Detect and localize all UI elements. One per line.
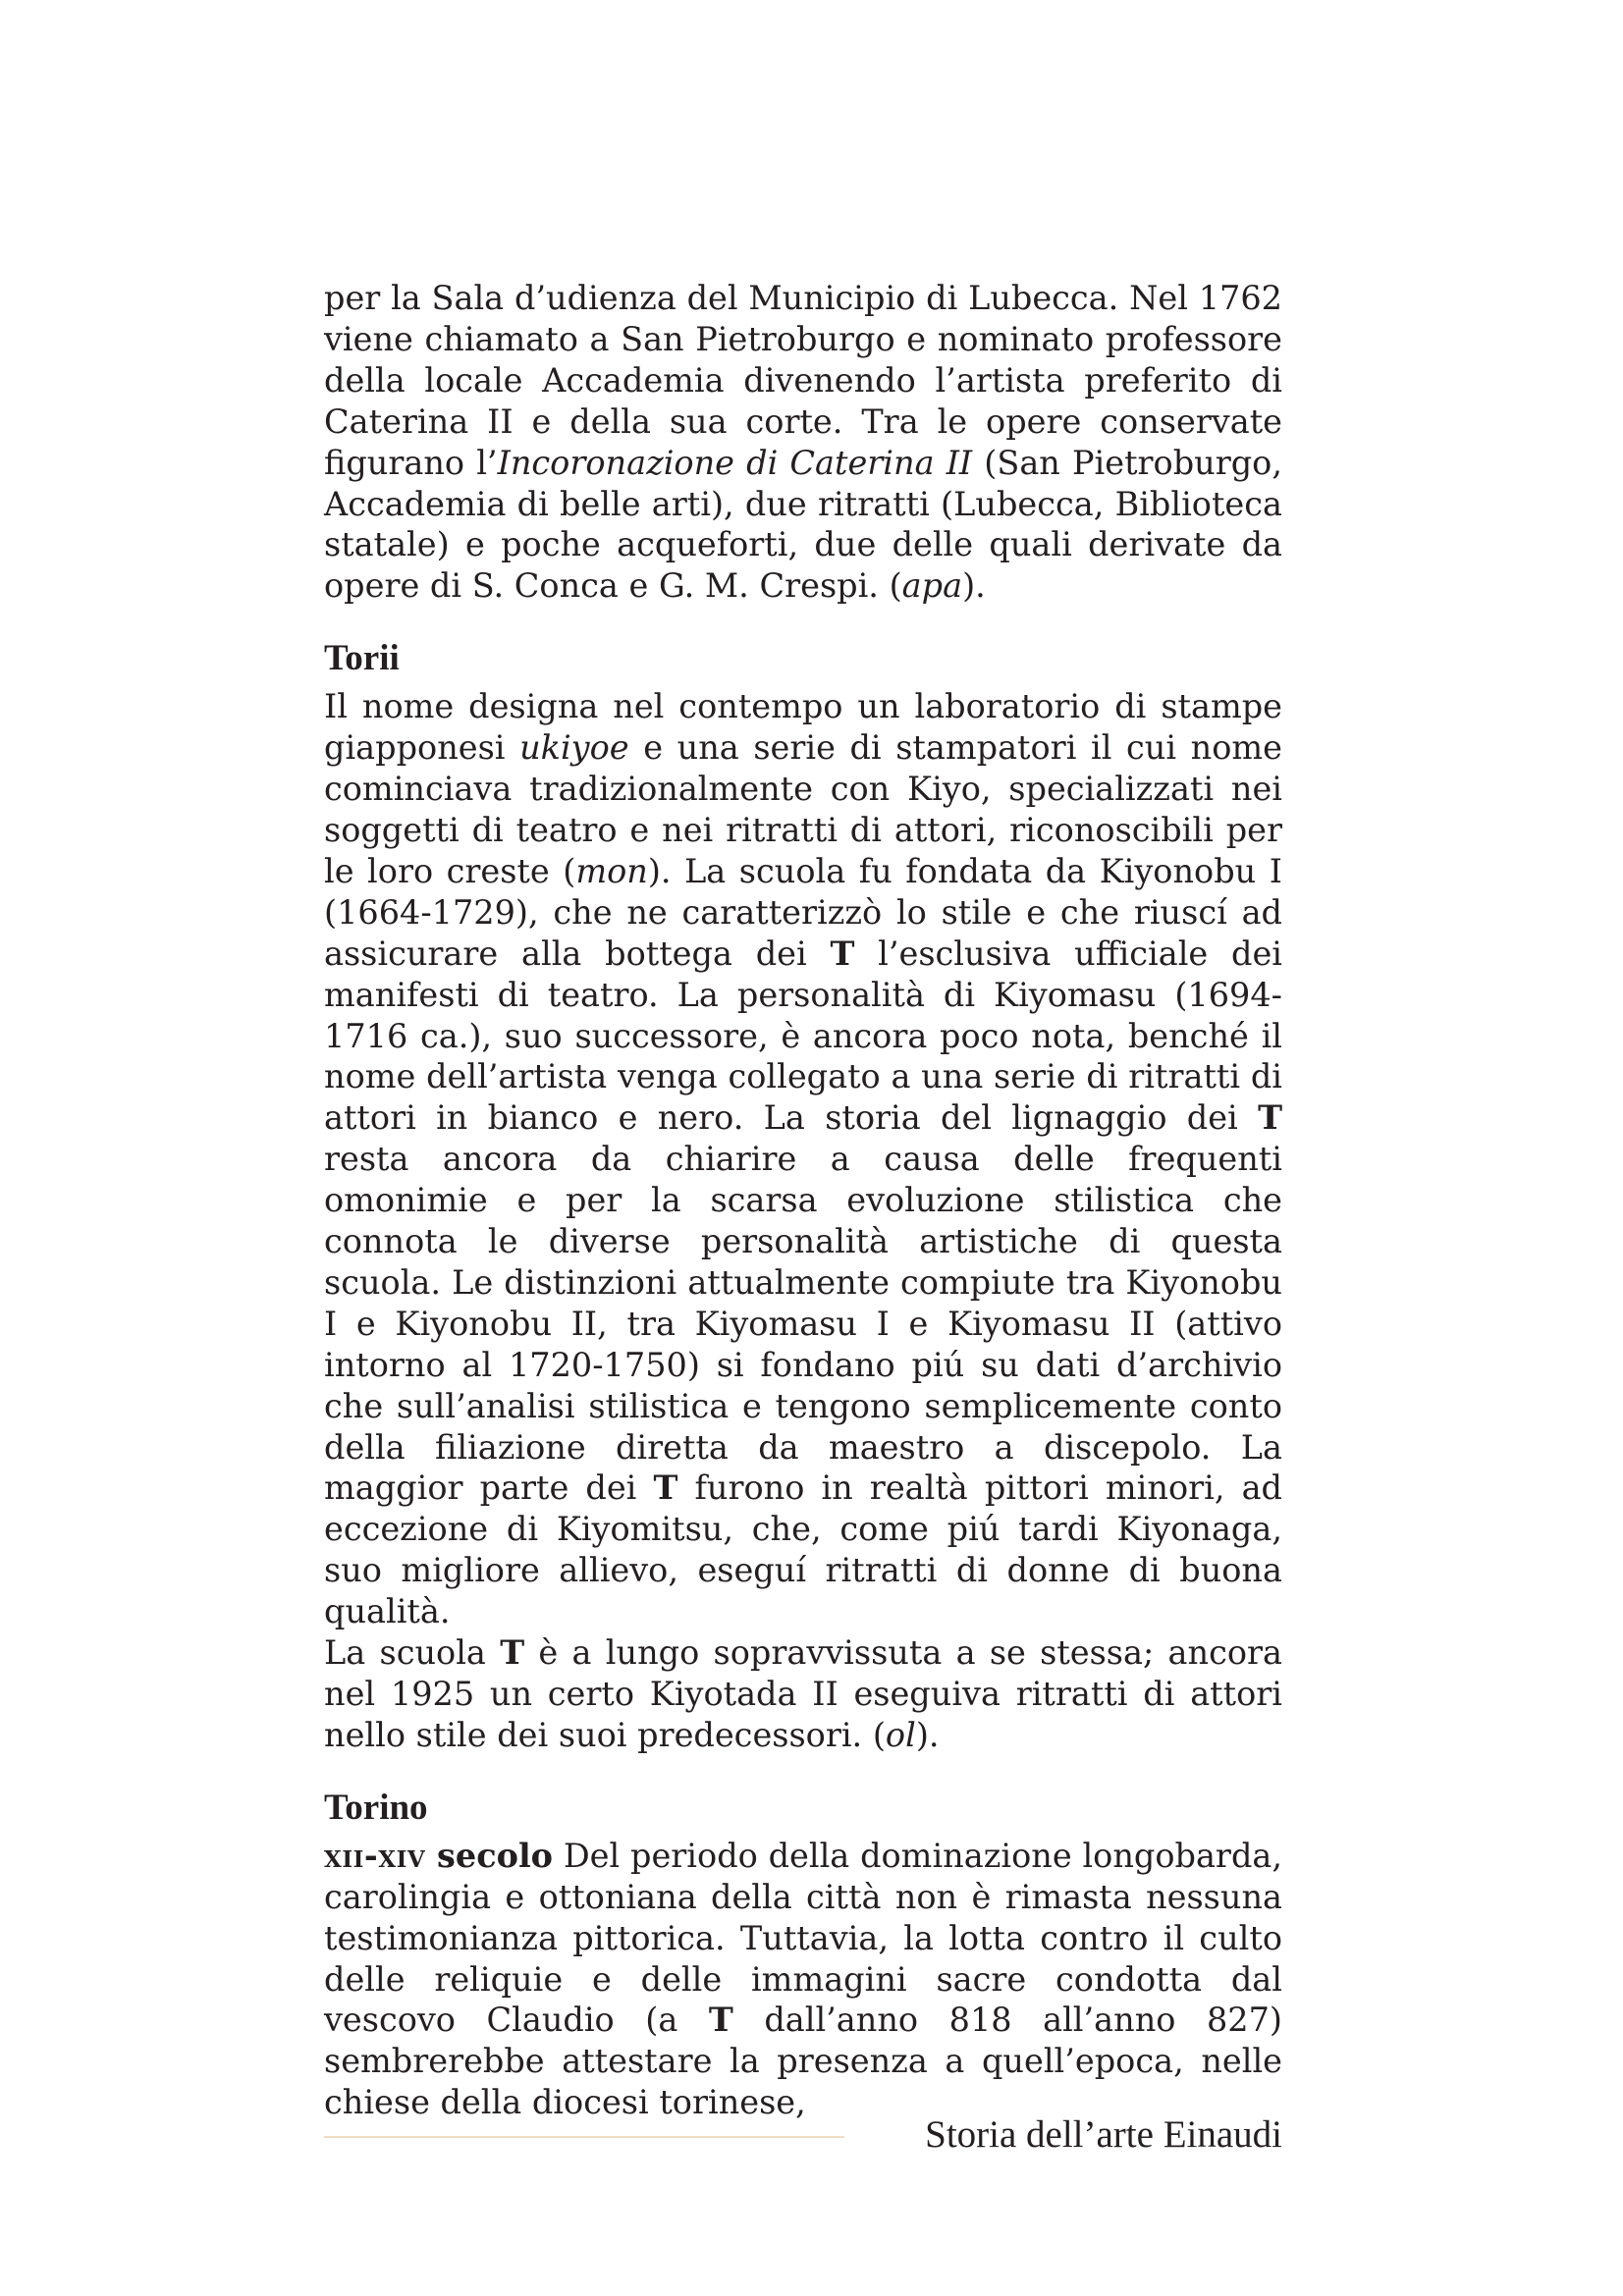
page-footer bbox=[324, 2111, 1282, 2161]
footer-rule bbox=[324, 2136, 844, 2138]
torii-paragraph-1 bbox=[324, 686, 1282, 1632]
entry-abbreviation: T bbox=[830, 934, 855, 973]
author-initials: apa bbox=[901, 566, 963, 606]
torii-paragraph-2 bbox=[324, 1632, 1282, 1756]
text-run: furono in realtà pittori minori, ad eccezione di Kiyomitsu, che, come piú tardi Kiyonaga, suo migliore allievo, eseguí ritratti di donne di buona qualità. bbox=[324, 1468, 1282, 1631]
text-run: dall’anno 818 all’anno 827) sembrerebbe attestare la presenza a quell’epoca, nelle chiese della diocesi torinese, bbox=[324, 2001, 1282, 2122]
text-run: Del periodo della dominazione longobarda, carolingia e ottoniana della città non è rimasta nessuna testimonianza pittorica. Tuttavia, la lotta contro il culto delle reliquie e delle immagini sacre condotta dal vescovo Claudio (a bbox=[324, 1836, 1283, 2040]
entry-heading-torii: Torii bbox=[324, 638, 400, 679]
entry-heading-torino: Torino bbox=[324, 1787, 428, 1828]
entry-abbreviation: T bbox=[500, 1633, 525, 1673]
entry-abbreviation: T bbox=[708, 2001, 733, 2040]
author-initials: ol bbox=[885, 1715, 916, 1754]
artwork-title: Incoronazione di Caterina II bbox=[497, 443, 973, 482]
entry-abbreviation: T bbox=[653, 1468, 678, 1508]
text-run: Il nome designa nel contempo un laboratorio di stampe giapponesi bbox=[324, 687, 1282, 768]
continuation-paragraph bbox=[324, 278, 1282, 607]
text-run: resta ancora da chiarire a causa delle frequenti omonimie e per la scarsa evoluzione stilistica che connota le diverse personalità artistiche di questa scuola. Le distinzioni attualmente compiute tra Kiyonobu I e Kiyonobu II, tra Kiyomasu I e Kiyomasu II (attivo intorno al 1720-1750) si fondano piú su dati d’archivio che sull’analisi stilistica e tengono semplicemente conto della filiazione diretta da maestro a discepolo. La maggior parte dei bbox=[324, 1140, 1282, 1508]
page-body bbox=[324, 278, 1282, 2123]
footer-publication-title: Storia dell’arte Einaudi bbox=[925, 2113, 1282, 2156]
century-label: xii-xiv bbox=[324, 1836, 426, 1875]
text-run: è a lungo sopravvissuta a se stessa; ancora nel 1925 un certo Kiyotada II eseguiva ritratti di attori nello stile dei suoi predecessori. ( bbox=[324, 1633, 1283, 1754]
text-run: l’esclusiva ufficiale dei manifesti di teatro. La personalità di Kiyomasu (1694-1716 ca.), suo successore, è ancora poco nota, benché il nome dell’artista venga collegato a una serie di ritratti di attori in bianco e nero. La storia del lignaggio dei bbox=[324, 934, 1282, 1138]
torino-paragraph-1 bbox=[324, 1836, 1282, 2123]
text-run: (San Pietroburgo, Accademia di belle arti), due ritratti (Lubecca, Biblioteca statale) e poche acqueforti, due delle quali derivate da opere di S. Conca e G. M. Crespi. ( bbox=[324, 443, 1283, 606]
text-run: ). bbox=[962, 566, 986, 606]
text-run: La scuola bbox=[324, 1633, 501, 1673]
text-run: ). bbox=[915, 1715, 940, 1754]
century-label-suffix: secolo bbox=[425, 1836, 554, 1875]
italic-term: ukiyoe bbox=[519, 728, 629, 768]
italic-term: mon bbox=[575, 851, 648, 890]
text-run: ). La scuola fu fondata da Kiyonobu I (1664-1729), che ne caratterizzò lo stile e che riuscí ad assicurare alla bottega dei bbox=[324, 851, 1282, 973]
entry-abbreviation: T bbox=[1258, 1098, 1282, 1138]
text-run: per la Sala d’udienza del Municipio di Lubecca. Nel 1762 viene chiamato a San Pietroburgo e nominato professore della locale Accademia divenendo l’artista preferito di Caterina II e della sua corte. Tra le opere conservate figurano l’ bbox=[324, 279, 1282, 482]
text-run: e una serie di stampatori il cui nome cominciava tradizionalmente con Kiyo, specializzati nei soggetti di teatro e nei ritratti di attori, riconoscibili per le loro creste ( bbox=[324, 728, 1282, 890]
